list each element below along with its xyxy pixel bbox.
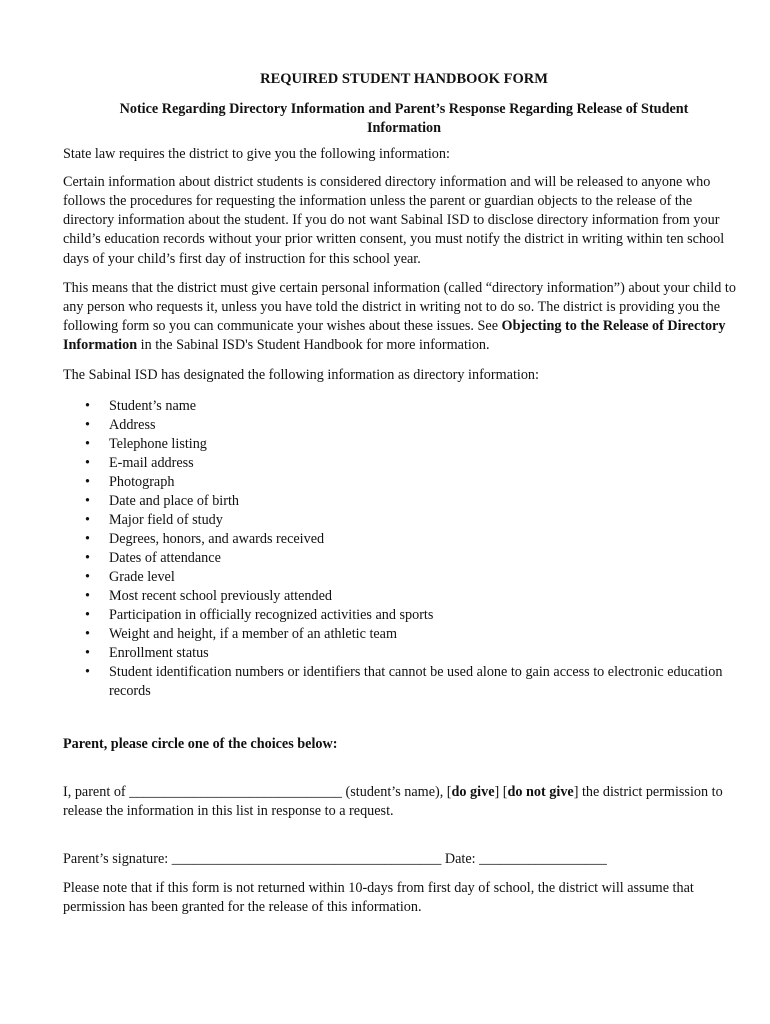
permission-choice-statement (63, 783, 745, 821)
directory-list-item (63, 454, 745, 473)
paragraph-directory-info: Certain information about district students is considered directory information and will be released to anyone who follows the procedures for requesting the information unless the parent or guardian objects to the release of the directory information about the student. If you do not want Sabinal ISD to disclose directory information from your child’s education records without your prior written consent, you must notify the district in writing within ten school days of your child’s first day of instruction for this school year. (63, 173, 725, 267)
directory-item-text: Major field of study (109, 511, 223, 528)
circle-choice-heading: Parent, please circle one of the choices below: (63, 735, 338, 752)
directory-list-item (63, 511, 745, 530)
directory-item-text: Dates of attendance (109, 549, 221, 566)
bullet-icon: • (85, 663, 90, 680)
directory-item-list (63, 397, 745, 701)
directory-item-text: Address (109, 416, 156, 433)
directory-list-item (63, 530, 745, 549)
directory-list-item (63, 568, 745, 587)
directory-item-text: Participation in officially recognized activities and sports (109, 606, 434, 623)
directory-item-text: Date and place of birth (109, 492, 239, 509)
choice-prefix: I, parent of (63, 784, 126, 801)
bullet-icon: • (85, 454, 90, 471)
paragraph-meaning-end: in the Sabinal ISD's Student Handbook for more information. (137, 337, 490, 354)
choice-separator: ] [ (494, 784, 508, 801)
directory-list-item (63, 663, 745, 701)
date-field[interactable]: __________________ (479, 851, 607, 868)
student-name-field[interactable]: ______________________________ (129, 784, 342, 801)
form-subtitle: Notice Regarding Directory Information and Parent’s Response Regarding Release of Student Information (119, 101, 689, 137)
intro-text: State law requires the district to give you the following information: (63, 145, 450, 162)
handbook-form (63, 70, 745, 927)
bullet-icon: • (85, 416, 90, 433)
bullet-icon: • (85, 435, 90, 452)
directory-list-item (63, 606, 745, 625)
bullet-icon: • (85, 549, 90, 566)
bullet-icon: • (85, 606, 90, 623)
bullet-icon: • (85, 625, 90, 642)
parent-signature-field[interactable]: ______________________________________ (171, 851, 442, 868)
directory-list-item (63, 435, 745, 454)
do-give-option[interactable]: do give (451, 784, 495, 801)
paragraph-meaning (63, 279, 745, 356)
bullet-icon: • (85, 511, 90, 528)
bullet-icon: • (85, 397, 90, 414)
handbook-section-reference: Objecting to the Release of Directory Information (63, 318, 726, 354)
directory-list-item (63, 549, 745, 568)
directory-list-item (63, 492, 745, 511)
bullet-icon: • (85, 492, 90, 509)
directory-item-text: E-mail address (109, 454, 194, 471)
directory-item-text: Student identification numbers or identifiers that cannot be used alone to gain access to electronic education records (109, 663, 723, 699)
bullet-icon: • (85, 473, 90, 490)
directory-item-text: Photograph (109, 473, 175, 490)
directory-list-item (63, 625, 745, 644)
directory-item-text: Degrees, honors, and awards received (109, 530, 325, 547)
designated-text: The Sabinal ISD has designated the following information as directory information: (63, 366, 539, 383)
directory-item-text: Telephone listing (109, 435, 207, 452)
directory-list-item (63, 587, 745, 606)
directory-list-item (63, 473, 745, 492)
choice-middle: (student’s name), [ (345, 784, 452, 801)
directory-item-text: Grade level (109, 568, 175, 585)
signature-label: Parent’s signature: (63, 851, 169, 868)
bullet-icon: • (85, 587, 90, 604)
form-title: REQUIRED STUDENT HANDBOOK FORM (260, 71, 548, 87)
directory-list-item (63, 416, 745, 435)
directory-item-text: Student’s name (109, 397, 197, 414)
directory-item-text: Weight and height, if a member of an athletic team (109, 625, 398, 642)
signature-row (63, 850, 745, 869)
bullet-icon: • (85, 644, 90, 661)
bullet-icon: • (85, 568, 90, 585)
directory-item-text: Enrollment status (109, 644, 209, 661)
directory-list-item (63, 397, 745, 416)
return-note: Please note that if this form is not returned within 10-days from first day of school, the district will assume that permission has been granted for the release of this information. (63, 879, 694, 915)
directory-item-text: Most recent school previously attended (109, 587, 333, 604)
date-label: Date: (444, 851, 476, 868)
directory-list-item (63, 644, 745, 663)
choice-suffix: ] the district permission to release the information in this list in response to a request. (63, 784, 723, 820)
paragraph-meaning-start: This means that the district must give certain personal information (called “directory information”) about your child to any person who requests it, unless you have told the district in writing not to do so. The district is providing you the following form so you can communicate your wishes about these issues. See (63, 279, 736, 335)
do-not-give-option[interactable]: do not give (507, 784, 574, 801)
bullet-icon: • (85, 530, 90, 547)
